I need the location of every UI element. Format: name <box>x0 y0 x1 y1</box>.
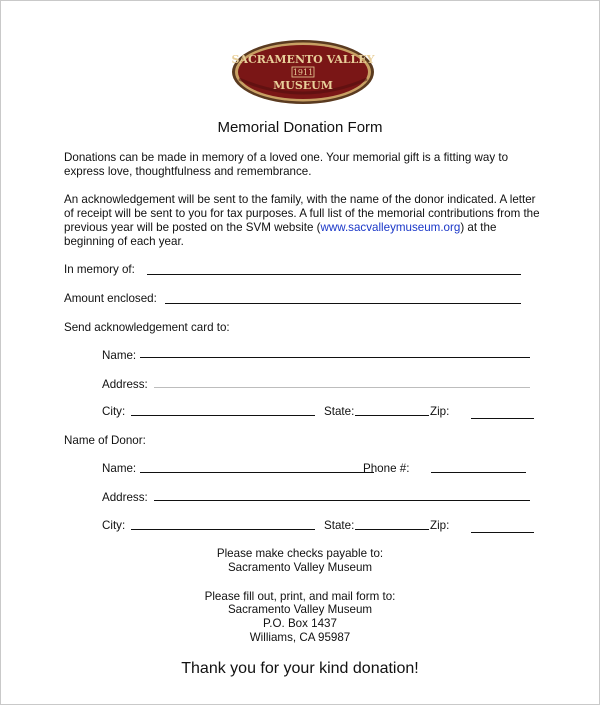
donor-label: Name of Donor: <box>64 434 146 447</box>
ack-address-label: Address: <box>102 378 148 391</box>
mail-instruction: Please fill out, print, and mail form to: <box>204 590 396 603</box>
logo-year: 1911 <box>292 68 314 77</box>
donor-city-line[interactable] <box>131 529 315 530</box>
ack-city-label: City: <box>102 405 126 418</box>
ack-zip-line[interactable] <box>471 418 534 419</box>
ack-name-label: Name: <box>102 349 137 362</box>
checks-payee: Sacramento Valley Museum <box>227 561 373 574</box>
ack-state-label: State: <box>324 405 355 418</box>
donor-state-line[interactable] <box>355 529 429 530</box>
donor-name-label: Name: <box>102 462 137 475</box>
ack-zip-label: Zip: <box>430 405 450 418</box>
checks-payable-text: Please make checks payable to: <box>216 547 384 560</box>
in-memory-line[interactable] <box>147 274 521 275</box>
museum-logo <box>231 39 375 105</box>
mail-city: Williams, CA 95987 <box>249 631 351 644</box>
ack-text-end: ) at the beginning of each year. <box>64 221 497 248</box>
amount-line[interactable] <box>165 303 521 304</box>
donor-address-label: Address: <box>102 491 148 504</box>
donor-phone-line[interactable] <box>431 472 526 473</box>
mail-po-box: P.O. Box 1437 <box>263 617 337 630</box>
ack-address-line[interactable] <box>154 387 530 388</box>
donor-city-label: City: <box>102 519 126 532</box>
mail-name: Sacramento Valley Museum <box>227 603 373 616</box>
ack-state-line[interactable] <box>355 415 429 416</box>
thank-you-text: Thank you for your kind donation! <box>181 660 419 677</box>
donor-phone-label: Phone #: <box>363 462 410 475</box>
acknowledgement-paragraph <box>64 193 544 249</box>
donor-zip-line[interactable] <box>471 532 534 533</box>
in-memory-label: In memory of: <box>64 263 135 276</box>
logo-line2: MUSEUM <box>273 79 333 92</box>
amount-label: Amount enclosed: <box>64 292 157 305</box>
donor-state-label: State: <box>324 519 355 532</box>
intro-paragraph: Donations can be made in memory of a loved one. Your memorial gift is a fitting way to express love, thoughtfulness and remembrance. <box>64 151 509 178</box>
svm-website-link[interactable]: www.sacvalleymuseum.org <box>320 221 461 234</box>
ack-text-start: An acknowledgement will be sent to the family, with the name of the donor indicated. A letter of receipt will be sent to you for tax purposes. A full list of the memorial contributions from the previous year will be posted on the SVM website ( <box>64 193 540 234</box>
form-title: Memorial Donation Form <box>217 119 383 136</box>
ack-name-line[interactable] <box>140 357 530 358</box>
send-ack-label: Send acknowledgement card to: <box>64 321 230 334</box>
ack-city-line[interactable] <box>131 415 315 416</box>
donor-zip-label: Zip: <box>430 519 450 532</box>
logo-line1: SACRAMENTO VALLEY <box>231 53 375 66</box>
donor-address-line[interactable] <box>154 500 530 501</box>
donor-name-line[interactable] <box>140 472 374 473</box>
